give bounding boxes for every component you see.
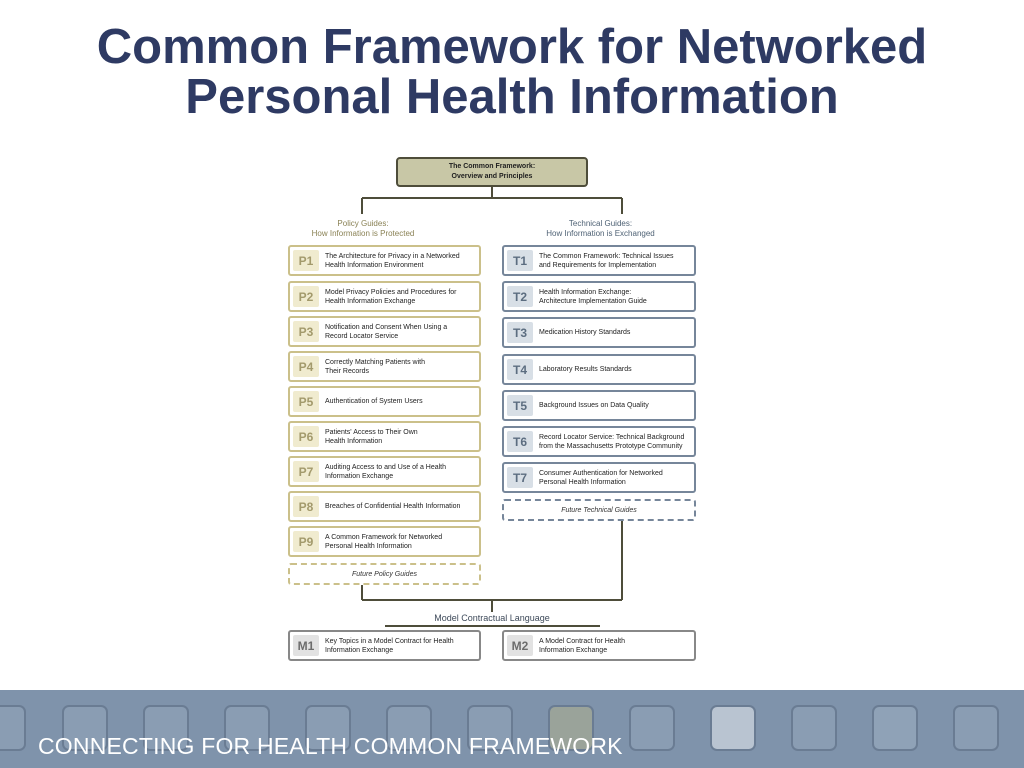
model-guide-m2[interactable] [502,630,696,661]
guide-code: T7 [507,467,533,488]
guide-code: T1 [507,250,533,271]
technical-header-line-2: How Information is Exchanged [546,229,655,238]
guide-title: Health Information Exchange: Architecture Implementation Guide [539,288,647,305]
policy-guide-p9[interactable] [288,526,481,557]
guide-title: Authentication of System Users [325,398,423,405]
future-technical-guides[interactable]: Future Technical Guides [502,499,696,521]
guide-code: T4 [507,359,533,380]
guide-title: Laboratory Results Standards [539,366,632,373]
policy-guides-header [288,219,438,239]
slide-title-line-1: Common Framework for Networked [96,20,928,74]
guide-title: Auditing Access to and Use of a Health Information Exchange [325,463,447,480]
footer-square [953,705,999,751]
guide-code: P3 [293,321,319,342]
guide-title: Breaches of Confidential Health Information [325,503,461,510]
guide-title: A Common Framework for Networked Personal Health Information [325,533,443,550]
slide-title-line-2: Personal Health Information [185,70,839,124]
technical-header-line-1: Technical Guides: [568,219,633,228]
guide-code: M2 [507,635,533,656]
future-policy-guides[interactable]: Future Policy Guides [288,563,481,585]
policy-guide-p7[interactable] [288,456,481,487]
guide-title: Key Topics in a Model Contract for Health Information Exchange [325,637,454,654]
footer-square [710,705,756,751]
guide-title: Consumer Authentication for Networked Personal Health Information [539,469,663,486]
guide-title: Record Locator Service: Technical Background from the Massachusetts Prototype Community [539,433,685,450]
guide-code: P8 [293,496,319,517]
policy-header-line-1: Policy Guides: [337,219,389,228]
technical-guides-header [518,219,683,239]
guide-title: Model Privacy Policies and Procedures for Health Information Exchange [325,288,457,305]
policy-guide-p8[interactable] [288,491,481,522]
policy-guide-p5[interactable] [288,386,481,417]
technical-guide-t2[interactable] [502,281,696,312]
overview-line-1: The Common Framework: [448,163,536,170]
guide-code: T2 [507,286,533,307]
footer-square [629,705,675,751]
footer-square [791,705,837,751]
guide-code: T3 [507,322,533,343]
guide-title: The Common Framework: Technical Issues and Requirements for Implementation [539,252,674,269]
guide-code: P5 [293,391,319,412]
guide-title: A Model Contract for Health Information Exchange [539,637,625,654]
policy-guide-p3[interactable] [288,316,481,347]
footer-square [0,705,26,751]
policy-guide-p6[interactable] [288,421,481,452]
overview-principles-box [396,157,588,187]
policy-guide-p1[interactable] [288,245,481,276]
policy-header-line-2: How Information is Protected [311,229,415,238]
guide-code: P2 [293,286,319,307]
guide-code: T6 [507,431,533,452]
guide-title: Background Issues on Data Quality [539,402,649,409]
guide-title: Medication History Standards [539,329,631,336]
technical-guide-t7[interactable] [502,462,696,493]
guide-title: The Architecture for Privacy in a Networked Health Information Environment [325,252,460,269]
technical-guide-t1[interactable] [502,245,696,276]
guide-code: P4 [293,356,319,377]
technical-guide-t5[interactable] [502,390,696,421]
guide-code: T5 [507,395,533,416]
model-contractual-language-header: Model Contractual Language [434,613,550,623]
guide-code: M1 [293,635,319,656]
guide-code: P7 [293,461,319,482]
technical-guide-t6[interactable] [502,426,696,457]
footer-square [872,705,918,751]
guide-title: Patients' Access to Their Own Health Information [325,428,418,445]
policy-guide-p4[interactable] [288,351,481,382]
guide-code: P6 [293,426,319,447]
footer-text: CONNECTING FOR HEALTH COMMON FRAMEWORK [38,733,623,759]
guide-title: Correctly Matching Patients with Their Records [325,358,425,375]
guide-code: P1 [293,250,319,271]
policy-guide-p2[interactable] [288,281,481,312]
overview-line-2: Overview and Principles [451,173,533,180]
guide-title: Notification and Consent When Using a Record Locator Service [325,323,448,340]
model-guide-m1[interactable] [288,630,481,661]
guide-code: P9 [293,531,319,552]
technical-guide-t4[interactable] [502,354,696,385]
technical-guide-t3[interactable] [502,317,696,348]
